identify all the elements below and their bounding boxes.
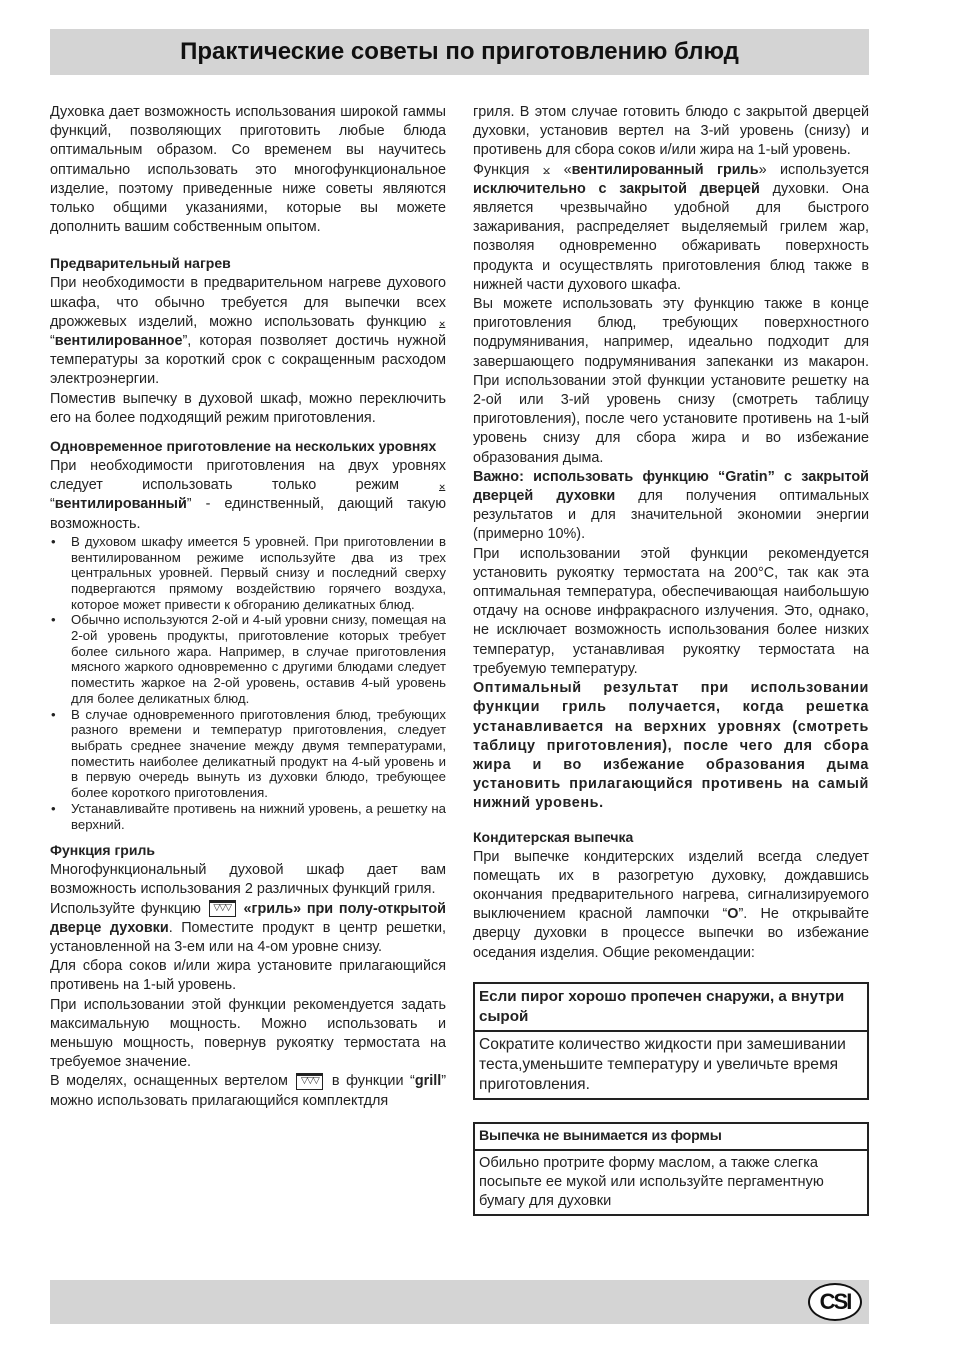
preheat-paragraph-2: Поместив выпечку в духовой шкаф, можно переключить его на более подходящий режим приготовления. bbox=[50, 390, 446, 426]
tip-table-body: Сократите количество жидкости при замешивании теста,уменьшите температуру и увеличьте время приготовления. bbox=[479, 1035, 846, 1093]
left-column bbox=[50, 103, 446, 1111]
grill-paragraph-5: В моделях, оснащенных вертелом ▽▽▽ в функции “grill” можно использовать прилагающийся комплектдля bbox=[50, 1073, 446, 1109]
tip-table-body: Обильно протрите форму маслом, а также слегка посыпьте ее мукой или используйте пергаментную бумагу для духовки bbox=[479, 1154, 824, 1209]
page-title: Практические советы по приготовлению блюд bbox=[180, 38, 739, 65]
spit-paragraph: гриля. В этом случае готовить блюдо с закрытой дверцей духовки, установив вертел на 3-ий уровень (снизу) и противень для сбора соков и/или жира на 1-ый уровень. bbox=[473, 104, 869, 159]
optimal-result-paragraph: Оптимальный результат при использовании функции гриль получается, когда решетка устанавливается на верхних уровнях (смотреть таблицу приготовления), после чего для сбора жира и во избежание образования дыма установить прилагающийся противень на самый нижний уровень. bbox=[473, 680, 869, 812]
tip-table-stuck bbox=[473, 1122, 869, 1216]
grill-paragraph-2: Используйте функцию ▽▽▽ «гриль» при полу-открытой дверце духовки. Поместите продукт в центр решетки, установленной на 3-ем или на 4-ом уровне снизу. bbox=[50, 900, 447, 956]
right-column bbox=[473, 103, 869, 1216]
fan-grill-icon: ⨲ bbox=[542, 162, 551, 178]
fan-grill-usage-paragraph: Вы можете использовать эту функцию также в конце приготовления блюд, требующих поверхностного подрумянивания, например, идеально подходит для завершающего подрумянивания запеканки из макарон. При использовании этой функции установите решетку на 2-ой или 3-ий уровень снизу (смотреть таблицу приготовления), после чего установите противень на 1-ый уровень снизу для сбора жира и во избежание образования дыма. bbox=[473, 296, 869, 466]
list-item: • В духовом шкафу имеется 5 уровней. При приготовлении в вентилированном режиме используйте два из трех центральных уровней. Первый снизу и последний сверху подвергаются прямому воздействию горячего воздуха, которое может привести к обгоранию деликатных блюд. bbox=[50, 534, 446, 613]
grill-heading: Функция гриль bbox=[50, 842, 155, 859]
pastry-paragraph: При выпечке кондитерских изделий всегда следует помещать их в разогретую духовку, дождавшись окончания предварительного нагрева, сигнализируемого выключением красной лампочки “O”. Не открывайте дверцу духовки в процессе выпечки во избежание оседания изделия. Общие рекомендации: bbox=[473, 848, 870, 961]
multi-level-paragraph: При необходимости приготовления на двух уровнях следует использовать только режим ⨱ “вентилированный” - единственный, дающий такую возможность. bbox=[50, 458, 446, 532]
preheat-paragraph-1: При необходимости в предварительном нагреве духового шкафа, что обычно требуется для выпечки всех дрожжевых изделий, можно использовать функцию ⨱ “вентилированное”, которая позволяет достичь нужной температуры за короткий срок с сокращенным расходом электроэнергии. bbox=[50, 275, 446, 388]
grill-icon: ▽▽▽ bbox=[209, 900, 236, 917]
tip-table-underbaked bbox=[473, 982, 869, 1100]
list-item: • В случае одновременного приготовления блюд, требующих разного времени и температур приготовления, следует выбрать среднее значение между двумя температурами, поместить наиболее деликатный продукт на 4-ый уровень и в первую очередь вынуть из духовки блюдо, требующее более короткого приготовления. bbox=[50, 707, 446, 801]
multi-level-heading: Одновременное приготовление на нескольких уровнях bbox=[50, 438, 437, 455]
intro-paragraph: Духовка дает возможность использования широкой гаммы функций, позволяющих приготовить любые блюда оптимальным образом. Со временем вы научитесь оптимально использовать это многофункциональное изделие, поэтому приведенные ниже советы являются только общими указаниями, которые вы можете дополнить вашим собственным опытом. bbox=[50, 104, 446, 236]
fan-grill-paragraph: Функция ⨲ «вентилированный гриль» используется исключительно с закрытой дверцей духовки. Она является чрезвычайно удобной для быстрого зажаривания, распределяет выделяемый грилем жар, позволяя одновременно обжаривать поверхность продукта и осуществлять приготовления блюд также в нижней части духового шкафа. bbox=[473, 161, 870, 293]
list-item: • Устанавливайте противень на нижний уровень, а решетку на верхний. bbox=[50, 801, 446, 832]
thermostat-paragraph: При использовании этой функции рекомендуется установить рукоятку термостата на 200°С, так как эта оптимальная температура, обеспечивающая наибольшую отдачу на основе инфракрасного излучения. Это, однако, не исключает возможность использования более низких температур, устанавливая рукоятку термостата на требуемую температуру. bbox=[473, 545, 869, 677]
grill-paragraph-1: Многофункциональный духовой шкаф дает вам возможность использования 2 различных функций гриля. bbox=[50, 862, 446, 898]
footer-bar bbox=[50, 1280, 869, 1324]
header-bar bbox=[50, 29, 869, 75]
pastry-heading: Кондитерская выпечка bbox=[473, 828, 634, 845]
preheat-heading: Предварительный нагрев bbox=[50, 255, 231, 272]
fan-icon: ⨱ bbox=[438, 477, 446, 493]
list-item: • Обычно используются 2-ой и 4-ый уровни снизу, помещая на 2-ой уровень продукты, приготовление которых требует более сильного жара. Например, в случае приготовления мясного жаркого одновременно с другими блюдами следует поместить жаркое на 2-ой уровень, оставив 4-ый уровень для более деликатных блюд. bbox=[50, 612, 446, 706]
multi-level-list bbox=[50, 534, 446, 832]
gratin-paragraph: Важно: использовать функцию “Gratin” с закрытой дверцей духовки для получения оптимальных результатов и для значительной экономии энергии (примерно 10%). bbox=[473, 468, 869, 543]
tip-table-header: Если пирог хорошо пропечен снаружи, а внутри сырой bbox=[475, 984, 867, 1032]
grill-icon: ▽▽▽ bbox=[296, 1073, 323, 1090]
csi-logo: CSI bbox=[808, 1283, 862, 1321]
tip-table-header: Выпечка не вынимается из формы bbox=[475, 1124, 867, 1151]
grill-paragraph-4: При использовании этой функции рекомендуется задать максимальную мощность. Можно использовать и меньшую мощность, повернув рукоятку термостата на требуемое значение. bbox=[50, 996, 446, 1071]
grill-paragraph-3: Для сбора соков и/или жира установите прилагающийся противень на 1-ый уровень. bbox=[50, 958, 446, 994]
fan-icon: ⨱ bbox=[438, 314, 446, 330]
